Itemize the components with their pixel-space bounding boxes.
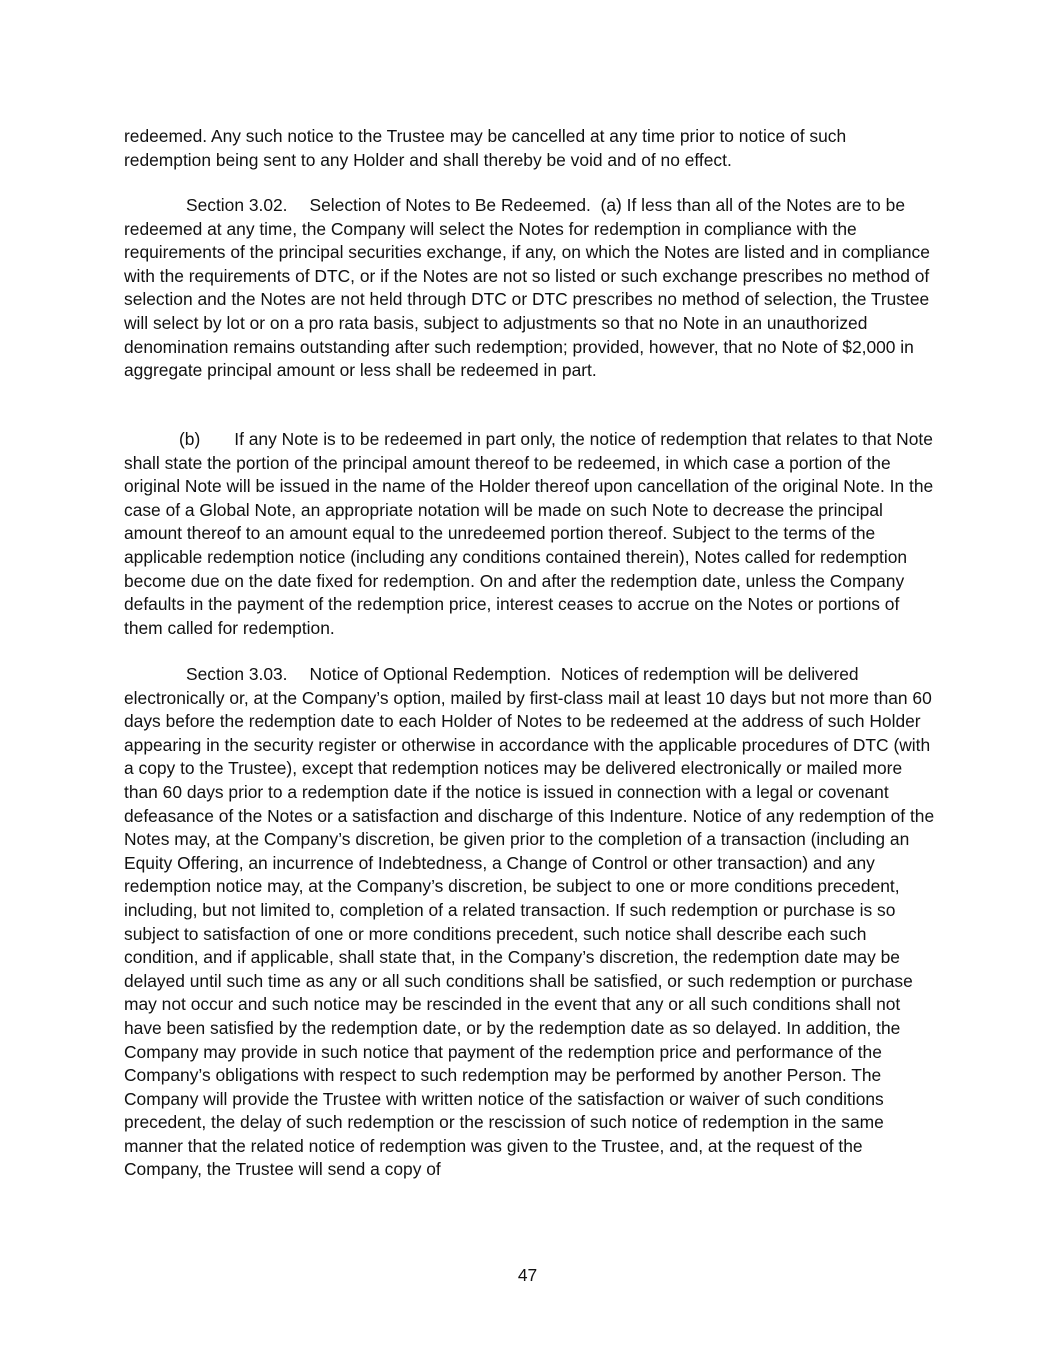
- subsection-label: (b): [179, 429, 201, 449]
- subsection-b-paragraph: [124, 428, 936, 640]
- paragraph-continuation: [124, 125, 936, 172]
- paragraph-text: (a) If less than all of the Notes are to be redeemed at any time, the Company will select the Notes for redemption in compliance with the requirements of the principal securities exchange, if any, on which the Notes are listed and in compliance with the requirements of DTC, or if the Notes are not so listed or such exchange prescribes no method of selection and the Notes are not held through DTC or DTC prescribes no method of selection, the Trustee will select by lot or on a pro rata basis, subject to adjustments so that no Note in an unauthorized denomination remains outstanding after such redemption; provided, however, that no Note of $2,000 in aggregate principal amount or less shall be redeemed in part.: [124, 195, 930, 381]
- section-3-02-paragraph: [124, 194, 936, 383]
- page-number: 47: [517, 1265, 538, 1285]
- section-number: Section 3.02.: [186, 195, 288, 215]
- paragraph-text: If any Note is to be redeemed in part only, the notice of redemption that relates to that Note shall state the portion of the principal amount thereof to be redeemed, in which case a portion of the original Note will be issued in the name of the Holder thereof upon cancellation of the original Note. In the case of a Global Note, an appropriate notation will be made on such Note to decrease the principal amount thereof to an amount equal to the unredeemed portion thereof. Subject to the terms of the applicable redemption notice (including any conditions contained therein), Notes called for redemption become due on the date fixed for redemption. On and after the redemption date, unless the Company defaults in the payment of the redemption price, interest ceases to accrue on the Notes or portions of them called for redemption.: [124, 429, 934, 638]
- section-number: Section 3.03.: [186, 664, 288, 684]
- paragraph-text: redeemed. Any such notice to the Trustee may be cancelled at any time prior to notice of such redemption being sent to any Holder and shall thereby be void and of no effect.: [124, 126, 847, 170]
- paragraph-text: Notices of redemption will be delivered electronically or, at the Company’s option, mailed by first-class mail at least 10 days but not more than 60 days before the redemption date to each Holder of Notes to be redeemed at the address of such Holder appearing in the security register or otherwise in accordance with the applicable procedures of DTC (with a copy to the Trustee), except that redemption notices may be delivered electronically or mailed more than 60 days prior to a redemption date if the notice is issued in connection with a legal or covenant defeasance of the Notes or a satisfaction and discharge of this Indenture. Notice of any redemption of the Notes may, at the Company’s discretion, be given prior to the completion of a transaction (including an Equity Offering, an incurrence of Indebtedness, a Change of Control or other transaction) and any redemption notice may, at the Company’s discretion, be subject to one or more conditions precedent, including, but not limited to, completion of a related transaction. If such redemption or purchase is so subject to satisfaction of one or more conditions precedent, such notice shall describe each such condition, and if applicable, shall state that, in the Company’s discretion, the redemption date may be delayed until such time as any or all such conditions shall be satisfied, or such redemption or purchase may not occur and such notice may be rescinded in the event that any or all such conditions shall not have been satisfied by the redemption date, or by the redemption date as so delayed. In addition, the Company may provide in such notice that payment of the redemption price and performance of the Company’s obligations with respect to such redemption may be performed by another Person. The Company will provide the Trustee with written notice of the satisfaction or waiver of such conditions precedent, the delay of such redemption or the rescission of such notice of redemption in the same manner that the related notice of redemption was given to the Trustee, and, at the request of the Company, the Trustee will send a copy of: [124, 664, 935, 1180]
- section-heading: Selection of Notes to Be Redeemed.: [309, 195, 591, 215]
- section-3-03-paragraph: [124, 663, 936, 1182]
- section-heading: Notice of Optional Redemption.: [309, 664, 552, 684]
